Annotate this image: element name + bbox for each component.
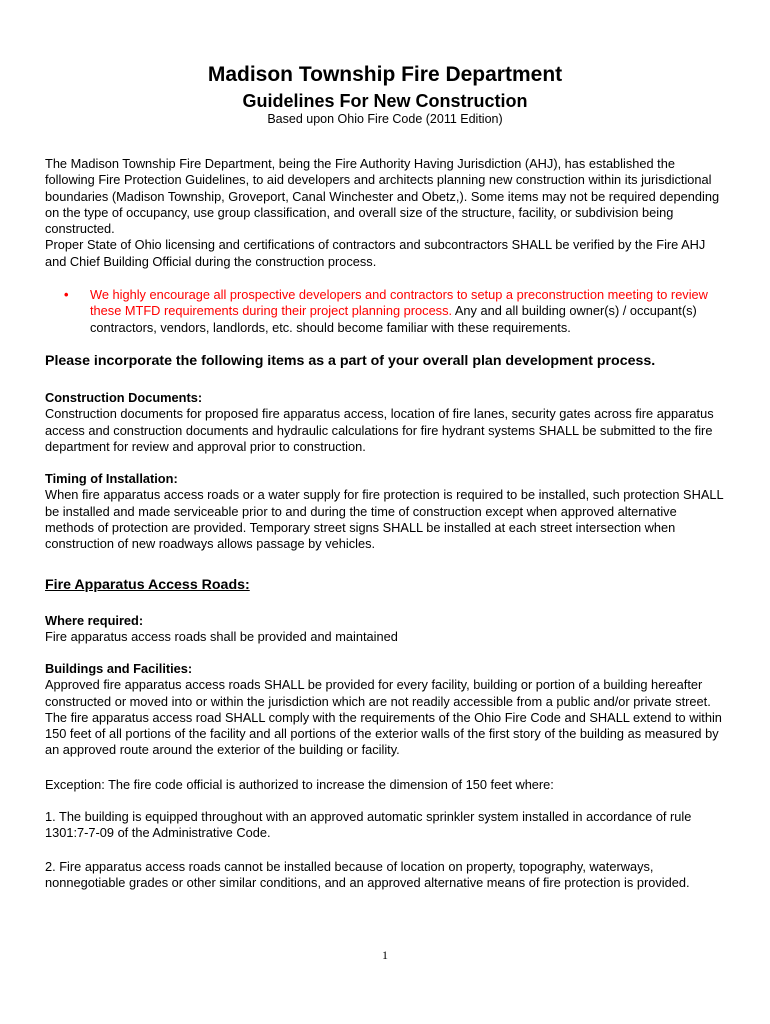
exception-item-1: 1. The building is equipped throughout with an approved automatic sprinkler system installed in accordance of rule 1301:7-7-09 of the Administrative Code. bbox=[45, 809, 692, 841]
buildings-text: Approved fire apparatus access roads SHALL be provided for every facility, building or portion of a building hereafter constructed or moved into or within the jurisdiction which are not readily accessible from a public and/or private street. The fire apparatus access road SHALL comply with the requirements of the Ohio Fire Code and SHALL extend to within 150 feet of all portions of the facility and all portions of the exterior walls of the first story of the building as measured by an approved route around the exterior of the building or facility. bbox=[45, 677, 722, 758]
where-required-text: Fire apparatus access roads shall be provided and maintained bbox=[45, 629, 398, 645]
intro-paragraph: The Madison Township Fire Department, being the Fire Authority Having Jurisdiction (AHJ), has established the following Fire Protection Guidelines, to aid developers and architects planning new construction within its jurisdictional boundaries (Madison Township, Groveport, Canal Winchester and Obetz,). Some items may not be required depending on the type of occupancy, use group classification, and overall size of the structure, facility, or subdivision being constructed. bbox=[45, 156, 720, 237]
timing-section bbox=[45, 471, 725, 552]
construction-documents-heading: Construction Documents: bbox=[45, 390, 203, 405]
page-subtitle: Guidelines For New Construction bbox=[242, 91, 528, 111]
exception-text: Exception: The fire code official is authorized to increase the dimension of 150 feet where: bbox=[45, 777, 554, 792]
intro-section bbox=[45, 156, 725, 270]
bullet-red-text: We highly encourage all prospective developers and contractors to setup a preconstruction meeting to review these MTFD requirements during their project planning process. bbox=[90, 287, 708, 319]
licensing-paragraph: Proper State of Ohio licensing and certifications of contractors and subcontractors SHALL be verified by the Fire AHJ and Chief Building Official during the construction process. bbox=[45, 237, 706, 269]
bullet-text bbox=[90, 287, 724, 336]
bullet-black-text: Any and all building owner(s) / occupant(s) contractors, vendors, landlords, etc. should become familiar with these requirements. bbox=[90, 303, 697, 335]
page-number: 1 bbox=[382, 948, 388, 962]
page-title: Madison Township Fire Department bbox=[207, 63, 563, 86]
where-required-heading: Where required: bbox=[45, 613, 144, 628]
exception-item-2: 2. Fire apparatus access roads cannot be installed because of location on property, topography, waterways, nonnegotiable grades or other similar conditions, and an approved alternative means of fire protection is provided. bbox=[45, 859, 690, 891]
timing-heading: Timing of Installation: bbox=[45, 471, 178, 486]
timing-text: When fire apparatus access roads or a water supply for fire protection is required to be installed, such protection SHALL be installed and made serviceable prior to and during the time of construction except when approved alternative methods of protection are provided. Temporary street signs SHALL be installed at each street intersection when construction of new roadways allows passage by vehicles. bbox=[45, 487, 724, 552]
access-roads-heading: Fire Apparatus Access Roads: bbox=[45, 577, 250, 593]
code-basis: Based upon Ohio Fire Code (2011 Edition) bbox=[267, 112, 503, 126]
preconstruction-bullet bbox=[64, 287, 724, 336]
buildings-section bbox=[45, 661, 725, 759]
plan-development-heading: Please incorporate the following items as a part of your overall plan development process. bbox=[45, 353, 656, 369]
construction-documents-text: Construction documents for proposed fire apparatus access, location of fire lanes, security gates across fire apparatus access and construction documents and hydraulic calculations for fire hydrant systems SHALL be submitted to the fire department for review and approval prior to construction. bbox=[45, 406, 714, 454]
buildings-heading: Buildings and Facilities: bbox=[45, 661, 193, 676]
bullet-icon: • bbox=[64, 287, 69, 302]
where-required-section bbox=[45, 613, 725, 646]
construction-documents-section bbox=[45, 390, 725, 455]
